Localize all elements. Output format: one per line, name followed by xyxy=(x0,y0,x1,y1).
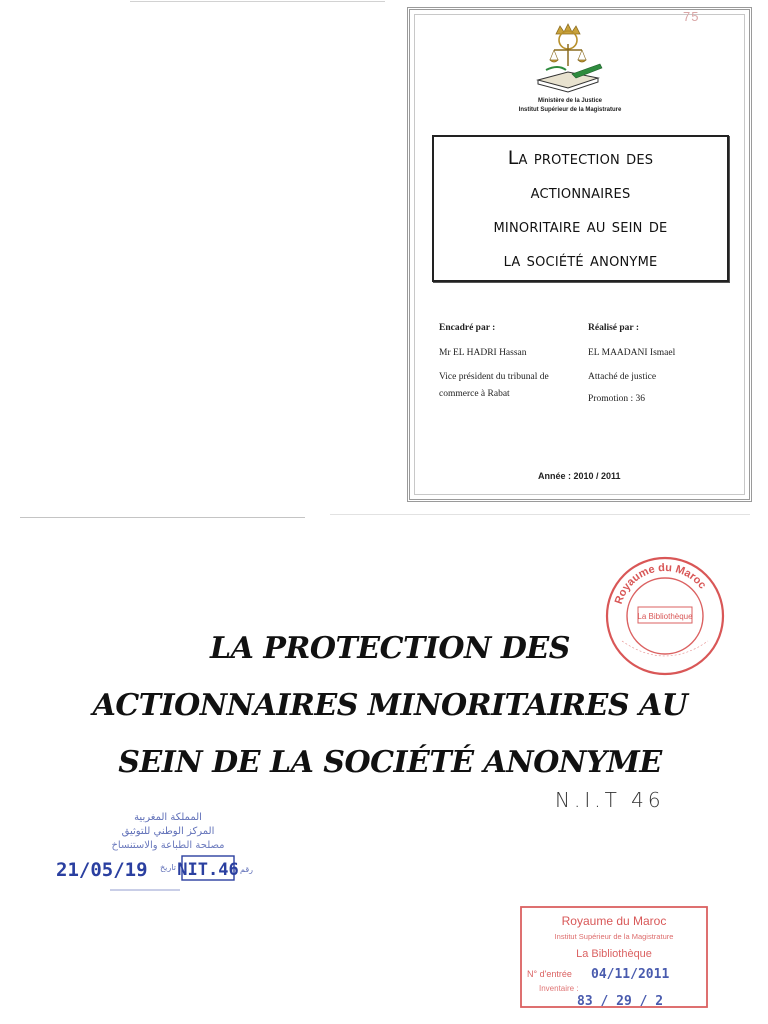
supervisor-name: Mr EL HADRI Hassan xyxy=(439,348,527,358)
cover-title-box xyxy=(432,135,729,282)
scan-edge-top xyxy=(130,1,385,2)
blue-stamp-date: 21/05/19 xyxy=(56,859,148,881)
svg-text:Royaume du Maroc xyxy=(613,562,709,606)
ministry-name: Ministère de la Justice xyxy=(537,98,603,104)
cover-title xyxy=(494,141,668,277)
supervisor-role-cont: commerce à Rabat xyxy=(439,389,510,399)
blue-stamp-line1: المملكة المغربية xyxy=(134,812,202,823)
cover-title-line: La protection des xyxy=(507,146,654,169)
ministry-emblem-icon xyxy=(532,22,604,94)
institute-name: Institut Supérieur de la Magistrature xyxy=(518,107,622,113)
blue-stamp-line2: المركز الوطني للتوثيق xyxy=(121,826,215,837)
academic-year: Année : 2010 / 2011 xyxy=(538,471,621,481)
rect-stamp-entry-value: 04/11/2011 xyxy=(591,967,670,982)
rect-stamp-entry-label: N° d'entrée xyxy=(527,969,572,979)
author-promotion: Promotion : 36 xyxy=(588,394,646,404)
rect-stamp-line3: La Bibliothèque xyxy=(576,948,652,960)
round-stamp-center-text: La Bibliothèque xyxy=(637,612,693,621)
library-round-stamp xyxy=(600,551,730,681)
blue-stamp-code: NIT.46 xyxy=(177,860,239,880)
rect-stamp-line2: Institut Supérieur de la Magistrature xyxy=(554,932,674,941)
supervisor-block xyxy=(439,322,589,401)
rect-stamp-number: 83 / 29 / 2 xyxy=(577,994,664,1009)
author-label: Réalisé par : xyxy=(588,323,640,333)
ministry-heading xyxy=(500,97,640,115)
cover-title-line: actionnaires xyxy=(530,180,631,203)
rect-stamp-inventory-label: Inventaire : xyxy=(539,984,579,993)
cover-title-line: la société anonyme xyxy=(503,248,658,271)
blue-stamp-line3: مصلحة الطباعة والاستنساخ xyxy=(111,840,225,851)
supervisor-role: Vice président du tribunal de xyxy=(439,372,549,382)
blue-stamp-date-label: تاريخ xyxy=(160,863,176,872)
cover-title-line: minoritaire au sein de xyxy=(493,214,668,237)
blue-stamp-code-label: رقم xyxy=(240,865,254,874)
author-role: Attaché de justice xyxy=(588,372,657,382)
main-title-line: SEIN DE LA SOCIÉTÉ ANONYME xyxy=(118,745,662,780)
main-title-line: ACTIONNAIRES MINORITAIRES AU xyxy=(92,688,688,723)
library-inventory-stamp xyxy=(519,905,709,1010)
round-stamp-top-text: Royaume du Maroc xyxy=(612,561,709,606)
scan-edge-middle xyxy=(20,517,305,518)
rect-stamp-line1: Royaume du Maroc xyxy=(561,914,667,928)
author-name: EL MAADANI Ismael xyxy=(588,348,676,358)
scan-edge-middle-right xyxy=(330,514,750,515)
supervised-label: Encadré par : xyxy=(439,323,496,333)
arabic-document-stamp xyxy=(50,808,285,898)
page-number: 75 xyxy=(683,9,700,24)
handwritten-reference: N.I.T 46 xyxy=(555,788,665,812)
author-block xyxy=(588,322,728,406)
main-title-line: LA PROTECTION DES xyxy=(210,631,570,666)
